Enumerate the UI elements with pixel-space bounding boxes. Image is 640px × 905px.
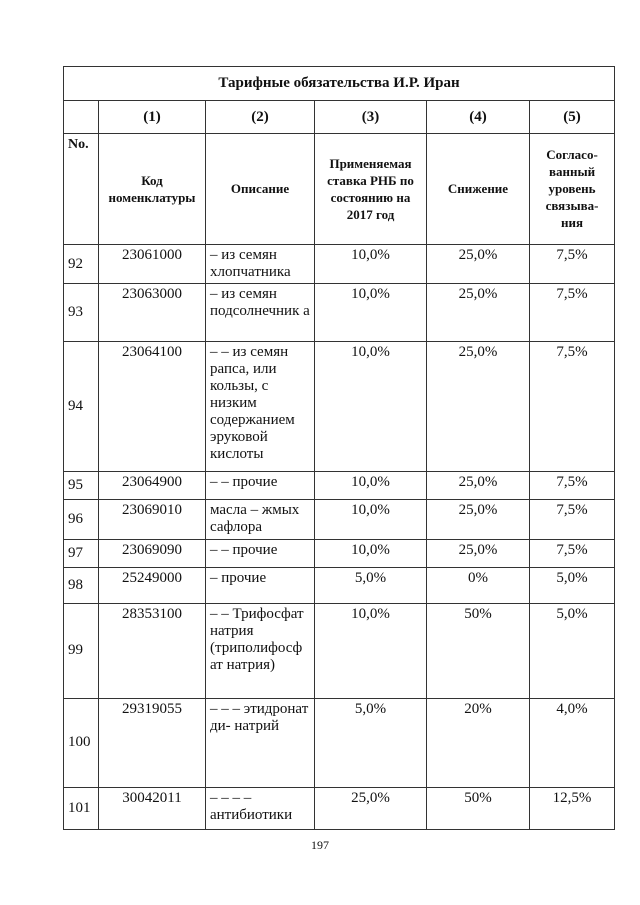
table-row [64,500,615,539]
row-rate: 10,0% [315,539,427,567]
row-number: 100 [64,698,99,788]
table-row [64,341,615,471]
row-rate: 10,0% [315,603,427,698]
row-number: 101 [64,788,99,830]
header-code: Код номенклатуры [99,133,206,244]
row-reduction: 25,0% [427,341,530,471]
header-description: Описание [206,133,315,244]
table-row [64,788,615,830]
row-bound: 5,0% [530,568,615,603]
table-row [64,244,615,283]
row-bound: 4,0% [530,698,615,788]
row-number: 96 [64,500,99,539]
column-number: (5) [530,101,615,133]
row-reduction: 25,0% [427,284,530,342]
row-reduction: 0% [427,568,530,603]
column-number-row [64,101,615,133]
row-number: 92 [64,244,99,283]
row-description: – прочие [206,568,315,603]
row-bound: 7,5% [530,341,615,471]
header-applied-rate: Применяемая ставка РНБ по состоянию на 2017 год [315,133,427,244]
row-number: 95 [64,472,99,500]
row-description: – – Трифосфат натрия (триполифосф ат натрия) [206,603,315,698]
row-rate: 10,0% [315,244,427,283]
row-reduction: 25,0% [427,244,530,283]
row-code: 23061000 [99,244,206,283]
row-description: – – прочие [206,472,315,500]
row-description: – – из семян рапса, или кользы, с низким содержанием эруковой кислоты [206,341,315,471]
page-number: 197 [311,838,329,852]
row-rate: 10,0% [315,284,427,342]
header-no: No. [64,133,99,244]
row-description: – – – этидронат ди- натрий [206,698,315,788]
header-reduction: Снижение [427,133,530,244]
row-rate: 10,0% [315,472,427,500]
row-description: – – – – антибиотики [206,788,315,830]
row-bound: 7,5% [530,244,615,283]
row-reduction: 25,0% [427,539,530,567]
row-rate: 10,0% [315,341,427,471]
row-rate: 5,0% [315,568,427,603]
row-code: 30042011 [99,788,206,830]
header-bound-level: Согласо- ванный уровень связыва- ния [530,133,615,244]
column-number: (4) [427,101,530,133]
row-number: 98 [64,568,99,603]
row-bound: 7,5% [530,539,615,567]
row-description: – из семян подсолнечник а [206,284,315,342]
row-bound: 5,0% [530,603,615,698]
row-code: 25249000 [99,568,206,603]
row-code: 23064900 [99,472,206,500]
table-row [64,698,615,788]
row-code: 23064100 [99,341,206,471]
row-code: 23069010 [99,500,206,539]
row-code: 23063000 [99,284,206,342]
row-bound: 7,5% [530,284,615,342]
column-number: (1) [99,101,206,133]
table-row [64,539,615,567]
table-row [64,472,615,500]
column-number-empty [64,101,99,133]
table-row [64,284,615,342]
row-bound: 7,5% [530,472,615,500]
row-bound: 7,5% [530,500,615,539]
row-reduction: 50% [427,788,530,830]
row-description: – из семян хлопчатника [206,244,315,283]
row-code: 23069090 [99,539,206,567]
table-row [64,568,615,603]
column-number: (2) [206,101,315,133]
header-row [64,133,615,244]
row-number: 94 [64,341,99,471]
table-title: Тарифные обязательства И.Р. Иран [64,67,615,101]
row-code: 29319055 [99,698,206,788]
row-number: 93 [64,284,99,342]
row-reduction: 25,0% [427,472,530,500]
row-reduction: 50% [427,603,530,698]
row-rate: 5,0% [315,698,427,788]
row-rate: 10,0% [315,500,427,539]
row-description: масла – жмых сафлора [206,500,315,539]
row-number: 97 [64,539,99,567]
row-bound: 12,5% [530,788,615,830]
row-reduction: 20% [427,698,530,788]
row-rate: 25,0% [315,788,427,830]
row-code: 28353100 [99,603,206,698]
row-number: 99 [64,603,99,698]
row-description: – – прочие [206,539,315,567]
column-number: (3) [315,101,427,133]
row-reduction: 25,0% [427,500,530,539]
table-row [64,603,615,698]
tariff-table [63,66,615,830]
